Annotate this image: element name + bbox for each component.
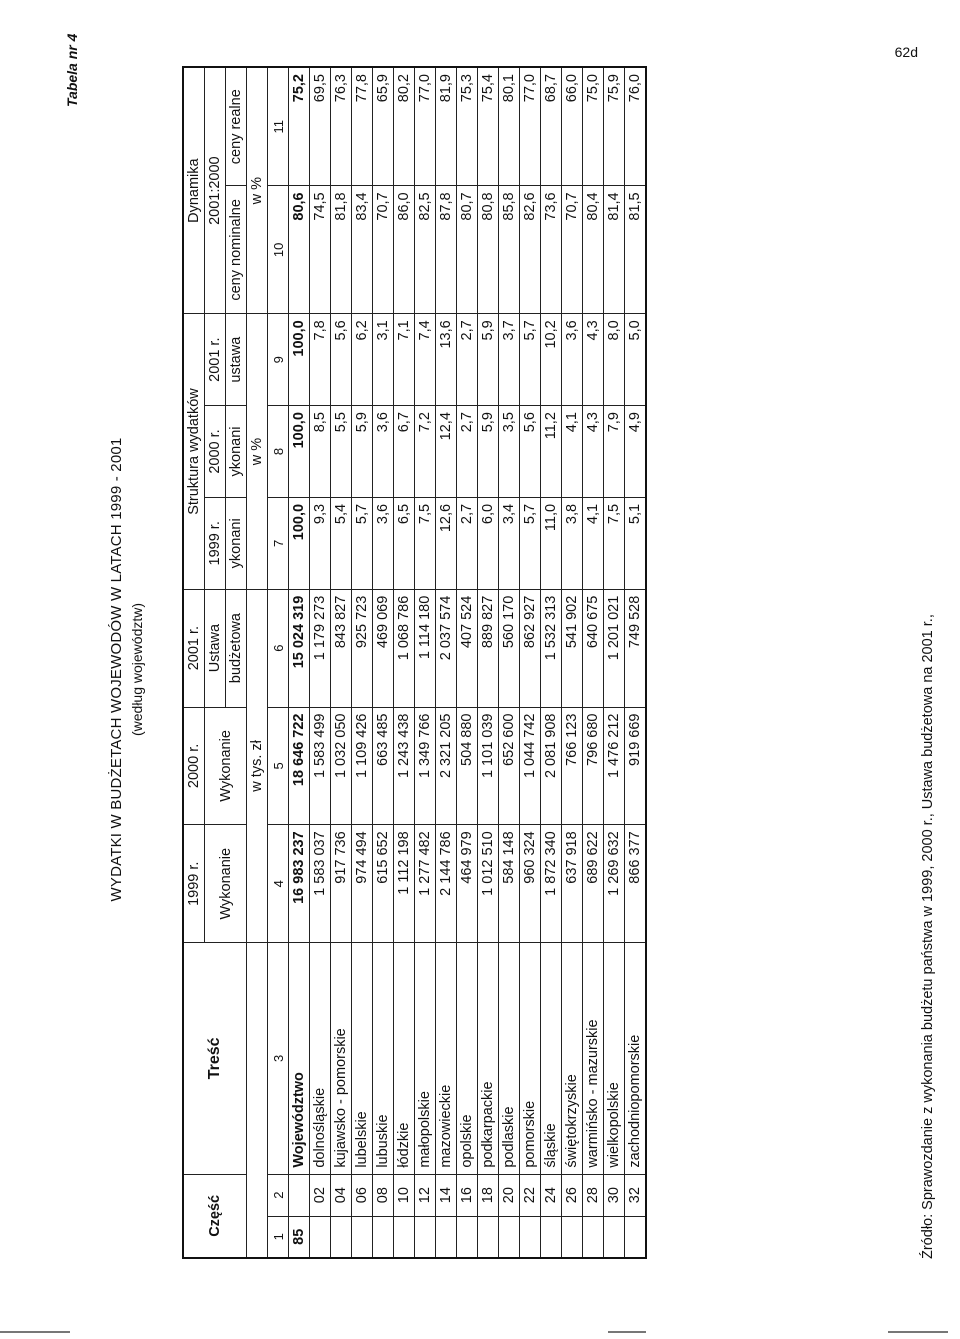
- colnum: 10: [268, 186, 289, 314]
- cell-s1999: 6,5: [394, 497, 415, 589]
- cell-w1999: 584 148: [499, 825, 520, 943]
- header-wykonanie-2000: Wykonanie: [205, 707, 247, 825]
- total-czesc: 85: [289, 1216, 310, 1258]
- cell-czesc: [352, 1216, 373, 1258]
- cell-code: 20: [499, 1174, 520, 1216]
- cell-w1999: 464 979: [457, 825, 478, 943]
- cell-czesc: [310, 1216, 331, 1258]
- cell-czesc: [499, 1216, 520, 1258]
- cell-s2001: 13,6: [436, 314, 457, 406]
- cell-w2000: 1 349 766: [415, 707, 436, 825]
- cell-real: 66,0: [562, 67, 583, 186]
- colnum: 7: [268, 497, 289, 589]
- title-block: [108, 0, 145, 1339]
- total-s2000: 100,0: [289, 406, 310, 498]
- cell-w2000: 504 880: [457, 707, 478, 825]
- cell-code: 30: [604, 1174, 625, 1216]
- cell-w1999: 2 144 786: [436, 825, 457, 943]
- cell-nom: 82,5: [415, 186, 436, 314]
- cell-real: 75,0: [583, 67, 604, 186]
- colnum: 1: [268, 1216, 289, 1258]
- table-row: [310, 67, 331, 1258]
- cell-s1999: 3,8: [562, 497, 583, 589]
- cell-nom: 83,4: [352, 186, 373, 314]
- cell-s2001: 3,6: [562, 314, 583, 406]
- cell-nom: 70,7: [562, 186, 583, 314]
- unit-tys-zl: w tys. zł: [247, 589, 268, 942]
- colnum: 6: [268, 589, 289, 707]
- cell-s2000: 5,5: [331, 406, 352, 498]
- cell-name: podlaskie: [499, 943, 520, 1175]
- cell-s2000: 2,7: [457, 406, 478, 498]
- cell-s2000: 4,3: [583, 406, 604, 498]
- cell-s2000: 7,9: [604, 406, 625, 498]
- table-subtitle: (według województw): [129, 602, 145, 737]
- cell-s1999: 4,1: [583, 497, 604, 589]
- cell-code: 22: [520, 1174, 541, 1216]
- colnum: 9: [268, 314, 289, 406]
- cell-name: pomorskie: [520, 943, 541, 1175]
- cell-s1999: 5,7: [520, 497, 541, 589]
- table-row: [436, 67, 457, 1258]
- cell-code: 32: [625, 1174, 647, 1216]
- cell-w1999: 615 652: [373, 825, 394, 943]
- cell-w1999: 1 872 340: [541, 825, 562, 943]
- cell-nom: 82,6: [520, 186, 541, 314]
- cell-nom: 87,8: [436, 186, 457, 314]
- cell-u2001: 1 068 786: [394, 589, 415, 707]
- cell-w1999: 1 583 037: [310, 825, 331, 943]
- cell-real: 80,2: [394, 67, 415, 186]
- total-real: 75,2: [289, 67, 310, 186]
- cell-s1999: 2,7: [457, 497, 478, 589]
- table-row: [331, 67, 352, 1258]
- header-czesc: Część: [183, 1174, 247, 1258]
- cell-s2001: 7,4: [415, 314, 436, 406]
- cell-u2001: 843 827: [331, 589, 352, 707]
- cell-nom: 70,7: [373, 186, 394, 314]
- header-dynamika: Dynamika: [183, 67, 205, 314]
- cell-name: lubuskie: [373, 943, 394, 1175]
- cell-nom: 80,7: [457, 186, 478, 314]
- cell-u2001: 640 675: [583, 589, 604, 707]
- cell-code: 16: [457, 1174, 478, 1216]
- header-1999: 1999 r.: [183, 825, 205, 943]
- cell-w1999: 917 736: [331, 825, 352, 943]
- cell-s2001: 10,2: [541, 314, 562, 406]
- cell-w1999: 866 377: [625, 825, 647, 943]
- cell-name: wielkopolskie: [604, 943, 625, 1175]
- cell-s2001: 7,8: [310, 314, 331, 406]
- unit-percent-dynamika: w %: [247, 67, 268, 314]
- cell-name: zachodniopomorskie: [625, 943, 647, 1175]
- header-struktura-1999: 1999 r.: [205, 497, 226, 589]
- cell-nom: 86,0: [394, 186, 415, 314]
- cell-czesc: [415, 1216, 436, 1258]
- header-ceny-realne: ceny realne: [226, 67, 247, 186]
- cell-czesc: [478, 1216, 499, 1258]
- colnum: 8: [268, 406, 289, 498]
- table-row: [520, 67, 541, 1258]
- cell-real: 75,9: [604, 67, 625, 186]
- cell-w1999: 1 277 482: [415, 825, 436, 943]
- cell-czesc: [373, 1216, 394, 1258]
- cell-u2001: 1 532 313: [541, 589, 562, 707]
- cell-w2000: 2 081 908: [541, 707, 562, 825]
- table-row: [562, 67, 583, 1258]
- total-nominal: 80,6: [289, 186, 310, 314]
- total-s1999: 100,0: [289, 497, 310, 589]
- cell-code: 18: [478, 1174, 499, 1216]
- cell-name: świętokrzyskie: [562, 943, 583, 1175]
- cell-w1999: 974 494: [352, 825, 373, 943]
- cell-s2001: 8,0: [604, 314, 625, 406]
- cell-code: 26: [562, 1174, 583, 1216]
- header-tresc: Treść: [183, 943, 247, 1175]
- cell-code: 10: [394, 1174, 415, 1216]
- cell-w2000: 1 109 426: [352, 707, 373, 825]
- cell-s1999: 7,5: [604, 497, 625, 589]
- cell-w2000: 766 123: [562, 707, 583, 825]
- cell-w2000: 919 669: [625, 707, 647, 825]
- cell-czesc: [604, 1216, 625, 1258]
- cell-s1999: 9,3: [310, 497, 331, 589]
- cell-w2000: 796 680: [583, 707, 604, 825]
- cell-nom: 81,4: [604, 186, 625, 314]
- header-wykonanie-s1999: ykonani: [226, 497, 247, 589]
- cell-real: 76,3: [331, 67, 352, 186]
- cell-s2001: 5,9: [478, 314, 499, 406]
- cell-czesc: [625, 1216, 647, 1258]
- cell-czesc: [520, 1216, 541, 1258]
- cell-s2001: 6,2: [352, 314, 373, 406]
- header-ustawa: Ustawa: [205, 589, 226, 707]
- colnum: 11: [268, 67, 289, 186]
- cell-w2000: 2 321 205: [436, 707, 457, 825]
- cell-czesc: [583, 1216, 604, 1258]
- header-struktura: Struktura wydatków: [183, 314, 205, 589]
- colnum: 4: [268, 825, 289, 943]
- cell-real: 77,0: [520, 67, 541, 186]
- cell-nom: 73,6: [541, 186, 562, 314]
- cell-u2001: 862 927: [520, 589, 541, 707]
- source-note: Źródło: Sprawozdanie z wykonania budżetu państwa w 1999, 2000 r., Ustawa budżetowa na 2001 r.,: [920, 614, 936, 1259]
- cell-s2000: 6,7: [394, 406, 415, 498]
- header-2000: 2000 r.: [183, 707, 205, 825]
- cell-real: 77,0: [415, 67, 436, 186]
- cell-s1999: 6,0: [478, 497, 499, 589]
- cell-s1999: 5,4: [331, 497, 352, 589]
- cell-w1999: 1 112 198: [394, 825, 415, 943]
- header-ustawa-s2001: ustawa: [226, 314, 247, 406]
- cell-w1999: 689 622: [583, 825, 604, 943]
- cell-s1999: 5,1: [625, 497, 647, 589]
- cell-czesc: [541, 1216, 562, 1258]
- cell-name: małopolskie: [415, 943, 436, 1175]
- cell-real: 69,5: [310, 67, 331, 186]
- cell-s2000: 12,4: [436, 406, 457, 498]
- header-struktura-2000: 2000 r.: [205, 406, 226, 498]
- cell-czesc: [394, 1216, 415, 1258]
- cell-s2000: 3,5: [499, 406, 520, 498]
- header-wykonanie-s2000: ykonani: [226, 406, 247, 498]
- cell-w2000: 1 101 039: [478, 707, 499, 825]
- cell-u2001: 1 114 180: [415, 589, 436, 707]
- table-row: [373, 67, 394, 1258]
- scan-edge-mark: [888, 1331, 948, 1333]
- cell-s2000: 5,9: [478, 406, 499, 498]
- unit-percent-struktura: w %: [247, 314, 268, 589]
- cell-s2001: 4,3: [583, 314, 604, 406]
- cell-code: 04: [331, 1174, 352, 1216]
- cell-w2000: 1 476 212: [604, 707, 625, 825]
- cell-s2000: 3,6: [373, 406, 394, 498]
- cell-s2000: 5,9: [352, 406, 373, 498]
- cell-w1999: 637 918: [562, 825, 583, 943]
- table-label: Tabela nr 4: [64, 33, 80, 107]
- cell-u2001: 889 827: [478, 589, 499, 707]
- table-row: [499, 67, 520, 1258]
- cell-name: opolskie: [457, 943, 478, 1175]
- cell-u2001: 1 201 021: [604, 589, 625, 707]
- cell-s1999: 7,5: [415, 497, 436, 589]
- cell-s2001: 7,1: [394, 314, 415, 406]
- header-struktura-2001: 2001 r.: [205, 314, 226, 406]
- cell-u2001: 469 069: [373, 589, 394, 707]
- cell-code: 02: [310, 1174, 331, 1216]
- total-name: Województwo: [289, 943, 310, 1175]
- cell-name: mazowieckie: [436, 943, 457, 1175]
- header-2001: 2001 r.: [183, 589, 205, 707]
- total-code: [289, 1174, 310, 1216]
- cell-u2001: 925 723: [352, 589, 373, 707]
- cell-w1999: 1 269 632: [604, 825, 625, 943]
- cell-czesc: [436, 1216, 457, 1258]
- cell-name: łódzkie: [394, 943, 415, 1175]
- unit-blank: [247, 943, 268, 1258]
- cell-nom: 81,5: [625, 186, 647, 314]
- table-row: [457, 67, 478, 1258]
- cell-u2001: 749 528: [625, 589, 647, 707]
- table-row: [604, 67, 625, 1258]
- cell-w2000: 1 583 499: [310, 707, 331, 825]
- cell-s1999: 12,6: [436, 497, 457, 589]
- colnum: 2: [268, 1174, 289, 1216]
- cell-w2000: 1 032 050: [331, 707, 352, 825]
- cell-code: 24: [541, 1174, 562, 1216]
- cell-s2001: 5,6: [331, 314, 352, 406]
- table-title: WYDATKI W BUDŻETACH WOJEWODÓW W LATACH 1999 - 2001: [108, 437, 125, 902]
- cell-nom: 80,4: [583, 186, 604, 314]
- cell-czesc: [562, 1216, 583, 1258]
- cell-czesc: [457, 1216, 478, 1258]
- page-number: 62d: [894, 44, 918, 60]
- table-row: [583, 67, 604, 1258]
- cell-s1999: 3,4: [499, 497, 520, 589]
- cell-name: lubelskie: [352, 943, 373, 1175]
- cell-name: warmińsko - mazurskie: [583, 943, 604, 1175]
- cell-real: 76,0: [625, 67, 647, 186]
- cell-code: 28: [583, 1174, 604, 1216]
- cell-czesc: [331, 1216, 352, 1258]
- cell-nom: 74,5: [310, 186, 331, 314]
- cell-s2000: 8,5: [310, 406, 331, 498]
- cell-name: dolnośląskie: [310, 943, 331, 1175]
- cell-real: 75,4: [478, 67, 499, 186]
- cell-code: 12: [415, 1174, 436, 1216]
- cell-name: podkarpackie: [478, 943, 499, 1175]
- table-row: [478, 67, 499, 1258]
- cell-u2001: 560 170: [499, 589, 520, 707]
- header-ceny-nominalne: ceny nominalne: [226, 186, 247, 314]
- cell-w1999: 960 324: [520, 825, 541, 943]
- cell-s2000: 4,1: [562, 406, 583, 498]
- cell-nom: 85,8: [499, 186, 520, 314]
- table-row: [625, 67, 647, 1258]
- total-w1999: 16 983 237: [289, 825, 310, 943]
- cell-real: 68,7: [541, 67, 562, 186]
- cell-s2001: 3,7: [499, 314, 520, 406]
- cell-w1999: 1 012 510: [478, 825, 499, 943]
- cell-s1999: 3,6: [373, 497, 394, 589]
- cell-s1999: 11,0: [541, 497, 562, 589]
- table-row-total: [289, 67, 310, 1258]
- cell-u2001: 2 037 574: [436, 589, 457, 707]
- cell-real: 65,9: [373, 67, 394, 186]
- cell-u2001: 407 524: [457, 589, 478, 707]
- cell-real: 77,8: [352, 67, 373, 186]
- cell-real: 81,9: [436, 67, 457, 186]
- cell-s2001: 5,7: [520, 314, 541, 406]
- cell-s2000: 4,9: [625, 406, 647, 498]
- cell-real: 75,3: [457, 67, 478, 186]
- cell-s2000: 5,6: [520, 406, 541, 498]
- cell-name: śląskie: [541, 943, 562, 1175]
- table-row: [352, 67, 373, 1258]
- scan-edge-mark: [0, 1331, 70, 1333]
- cell-name: kujawsko - pomorskie: [331, 943, 352, 1175]
- cell-s2001: 5,0: [625, 314, 647, 406]
- header-wykonanie-1999: Wykonanie: [205, 825, 247, 943]
- cell-s2001: 2,7: [457, 314, 478, 406]
- cell-w2000: 652 600: [499, 707, 520, 825]
- cell-nom: 80,8: [478, 186, 499, 314]
- cell-code: 08: [373, 1174, 394, 1216]
- header-dynamika-period: 2001:2000: [205, 67, 226, 314]
- total-s2001: 100,0: [289, 314, 310, 406]
- cell-real: 80,1: [499, 67, 520, 186]
- colnum: 5: [268, 707, 289, 825]
- colnum: 3: [268, 943, 289, 1175]
- total-u2001: 15 024 319: [289, 589, 310, 707]
- scan-edge-mark: [608, 1331, 646, 1333]
- cell-s2001: 3,1: [373, 314, 394, 406]
- table-row: [415, 67, 436, 1258]
- cell-u2001: 541 902: [562, 589, 583, 707]
- cell-nom: 81,8: [331, 186, 352, 314]
- cell-s1999: 5,7: [352, 497, 373, 589]
- cell-code: 14: [436, 1174, 457, 1216]
- cell-w2000: 1 243 438: [394, 707, 415, 825]
- header-budzetowa: budżetowa: [226, 589, 247, 707]
- expenditure-table: [182, 66, 647, 1259]
- cell-s2000: 11,2: [541, 406, 562, 498]
- cell-w2000: 1 044 742: [520, 707, 541, 825]
- cell-u2001: 1 179 273: [310, 589, 331, 707]
- cell-w2000: 663 485: [373, 707, 394, 825]
- table-row: [394, 67, 415, 1258]
- cell-s2000: 7,2: [415, 406, 436, 498]
- total-w2000: 18 646 722: [289, 707, 310, 825]
- table-row: [541, 67, 562, 1258]
- cell-code: 06: [352, 1174, 373, 1216]
